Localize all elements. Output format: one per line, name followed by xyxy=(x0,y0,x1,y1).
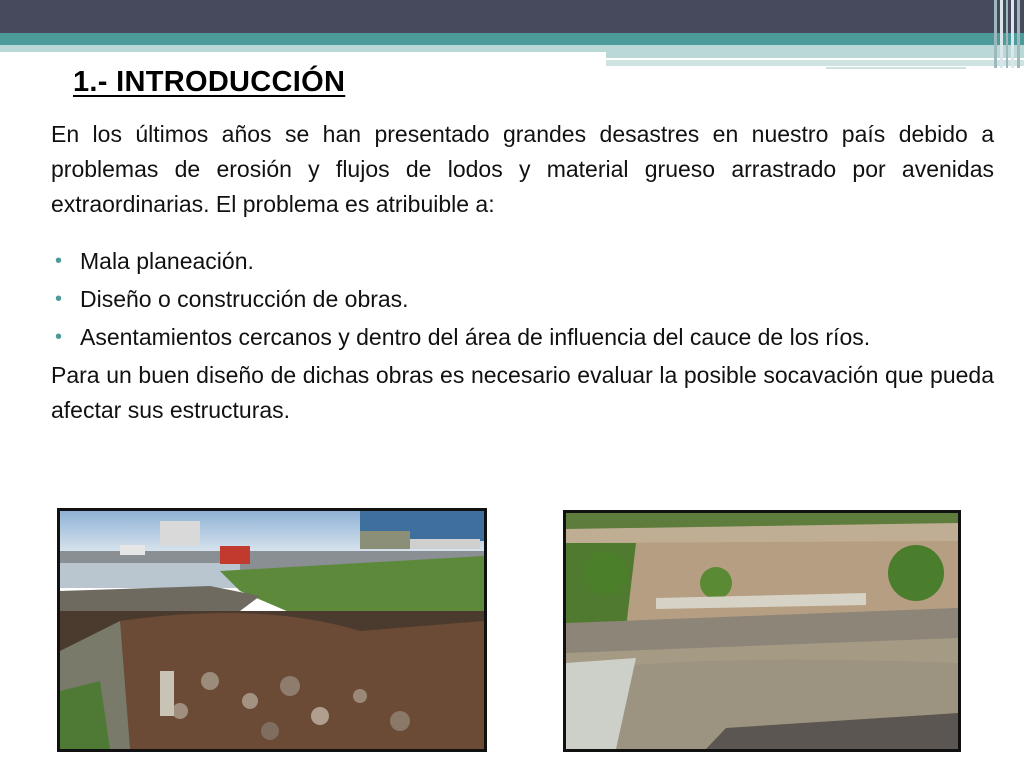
header-pale-band xyxy=(0,45,1024,52)
list-item-text: Diseño o construcción de obras. xyxy=(80,286,409,312)
slide-body xyxy=(51,117,994,428)
bullet-icon: • xyxy=(55,288,63,310)
header-tab-decoration xyxy=(606,52,1024,58)
header-dark-band xyxy=(0,0,1024,33)
list-item-text: Asentamientos cercanos y dentro del área de influencia del cauce de los ríos. xyxy=(80,324,871,350)
bullet-icon: • xyxy=(55,326,63,348)
bullet-icon: • xyxy=(55,250,63,272)
cause-list xyxy=(51,244,994,355)
riverbank-photo xyxy=(563,510,961,752)
erosion-photo xyxy=(57,508,487,752)
erosion-photo-image xyxy=(60,511,484,749)
header-tab-decoration-2 xyxy=(606,60,1024,66)
conclusion-paragraph: Para un buen diseño de dichas obras es necesario evaluar la posible socavación que pueda afectar sus estructuras. xyxy=(51,362,994,423)
list-item xyxy=(51,244,994,279)
header-teal-band xyxy=(0,33,1024,45)
slide-title: 1.- INTRODUCCIÓN xyxy=(73,66,346,98)
riverbank-photo-image xyxy=(566,513,958,749)
list-item xyxy=(51,282,994,317)
list-item-text: Mala planeación. xyxy=(80,248,254,274)
header-vertical-stripes xyxy=(994,0,1020,68)
header-thin-line xyxy=(826,67,966,69)
list-item xyxy=(51,320,994,355)
intro-paragraph: En los últimos años se han presentado grandes desastres en nuestro país debido a problemas de erosión y flujos de lodos y material grueso arrastrado por avenidas extraordinarias. El problema es atribuible a: xyxy=(51,121,994,217)
